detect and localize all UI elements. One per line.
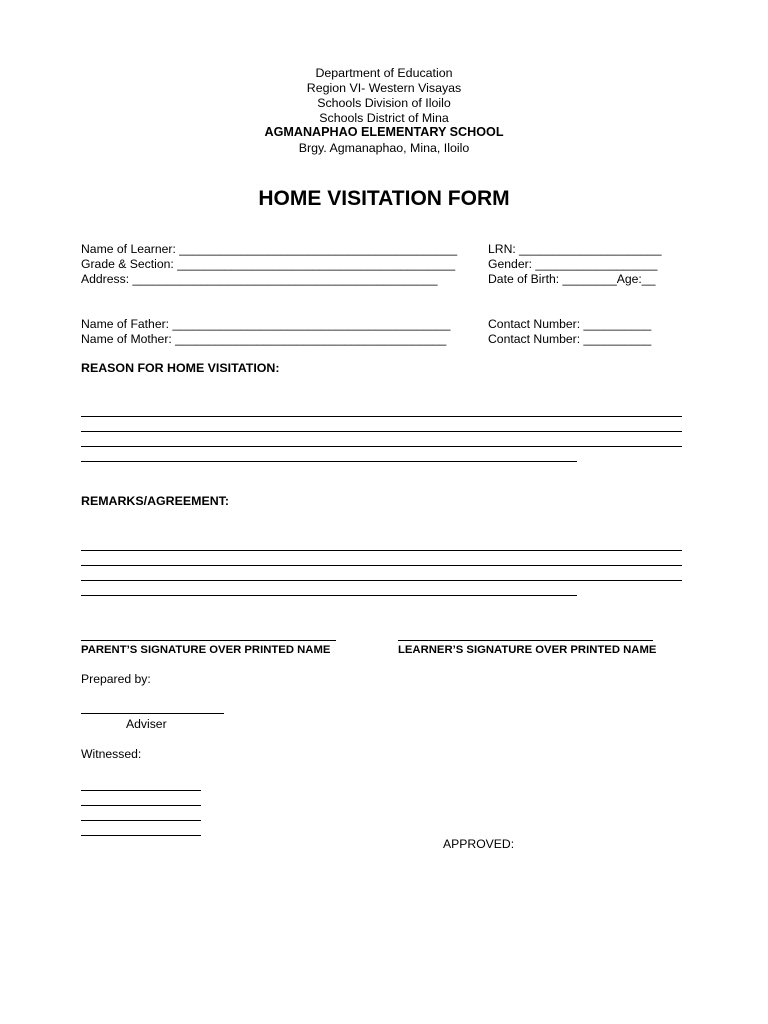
father-name-field[interactable]: Name of Father: _________________________________________ (81, 317, 451, 331)
father-contact-field[interactable]: Contact Number: __________ (488, 317, 652, 331)
adviser-label: Adviser (126, 717, 167, 731)
witness-line[interactable] (81, 820, 201, 821)
prepared-by-label: Prepared by: (81, 672, 151, 686)
witnessed-label: Witnessed: (81, 747, 142, 761)
parent-signature-line[interactable] (81, 640, 336, 641)
learner-signature-caption: LEARNER’S SIGNATURE OVER PRINTED NAME (398, 644, 657, 656)
witness-line[interactable] (81, 790, 201, 791)
reason-line[interactable] (81, 446, 682, 447)
lrn-field[interactable]: LRN: _____________________ (488, 242, 662, 256)
district-name: Schools District of Mina (319, 111, 449, 125)
approved-label: APPROVED: (443, 837, 515, 851)
reason-line[interactable] (81, 431, 682, 432)
learner-name-field[interactable]: Name of Learner: _________________________________________ (81, 242, 458, 256)
remarks-line[interactable] (81, 550, 682, 551)
remarks-line[interactable] (81, 565, 682, 566)
grade-section-field[interactable]: Grade & Section: _________________________________________ (81, 257, 456, 271)
adviser-signature-line[interactable] (81, 713, 224, 714)
remarks-line[interactable] (81, 580, 682, 581)
date-of-birth-age-field[interactable]: Date of Birth: ________Age:__ (488, 272, 656, 286)
witness-line[interactable] (81, 835, 201, 836)
division-name: Schools Division of Iloilo (317, 96, 451, 110)
mother-contact-field[interactable]: Contact Number: __________ (488, 332, 652, 346)
form-title: HOME VISITATION FORM (258, 187, 510, 210)
mother-name-field[interactable]: Name of Mother: ________________________________________ (81, 332, 447, 346)
school-address: Brgy. Agmanaphao, Mina, Iloilo (298, 141, 470, 155)
remarks-line[interactable] (81, 595, 577, 596)
parent-signature-caption: PARENT’S SIGNATURE OVER PRINTED NAME (81, 644, 331, 656)
reason-heading: REASON FOR HOME VISITATION: (81, 361, 280, 375)
witness-line[interactable] (81, 805, 201, 806)
department-name: Department of Education (315, 66, 453, 80)
gender-field[interactable]: Gender: __________________ (488, 257, 658, 271)
learner-signature-line[interactable] (398, 640, 653, 641)
address-field[interactable]: Address: _____________________________________________ (81, 272, 438, 286)
school-name: AGMANAPHAO ELEMENTARY SCHOOL (264, 125, 504, 139)
reason-line[interactable] (81, 416, 682, 417)
remarks-heading: REMARKS/AGREEMENT: (81, 494, 230, 508)
reason-line[interactable] (81, 461, 577, 462)
region-name: Region VI- Western Visayas (306, 81, 462, 95)
